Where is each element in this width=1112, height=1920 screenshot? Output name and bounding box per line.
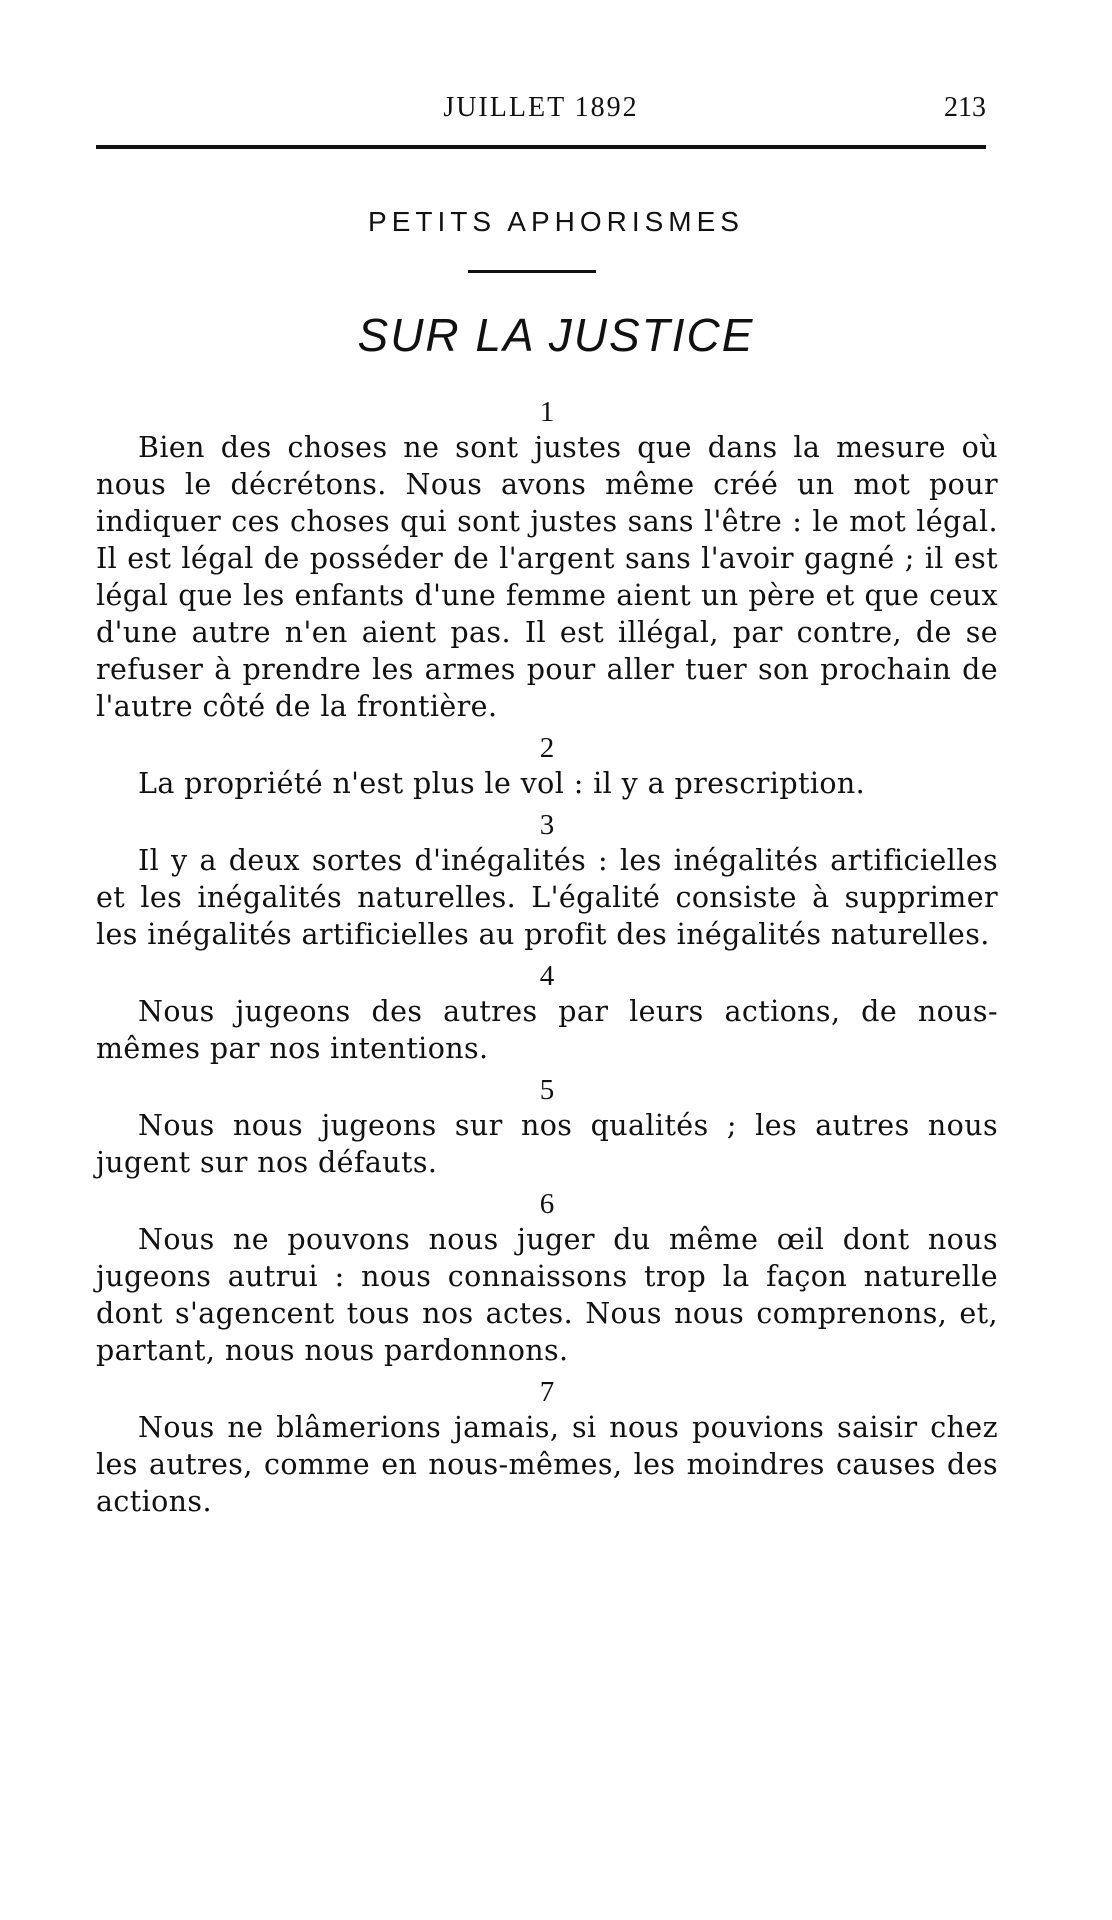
aphorism-1 — [96, 395, 998, 725]
section-title: PETITS APHORISMES — [368, 206, 744, 237]
aphorism-number: 7 — [539, 1376, 555, 1408]
running-title: JUILLET 1892 — [443, 92, 639, 123]
aphorism-4 — [96, 959, 998, 1067]
aphorism-number: 5 — [539, 1074, 555, 1106]
aphorism-text: La propriété n'est plus le vol : il y a prescription. — [138, 767, 866, 800]
aphorism-2 — [96, 731, 998, 802]
header-rule — [96, 145, 986, 149]
aphorism-list — [96, 395, 998, 1526]
aphorism-number: 4 — [539, 960, 555, 992]
page-number: 213 — [944, 92, 986, 123]
aphorism-7 — [96, 1375, 998, 1520]
aphorism-number: 2 — [539, 732, 555, 764]
aphorism-6 — [96, 1187, 998, 1369]
aphorism-text: Bien des choses ne sont justes que dans la mesure où nous le décrétons. Nous avons même créé un mot pour indiquer ces choses qui sont justes sans l'être : le mot légal. Il est légal de posséder de l'argent sans l'avoir gagné ; il est légal que les enfants d'une femme aient un père et que ceux d'une autre n'en aient pas. Il est illégal, par contre, de se refuser à prendre les armes pour aller tuer son prochain de l'autre côté de la frontière. — [96, 431, 998, 723]
main-title: SUR LA JUSTICE — [357, 309, 755, 361]
aphorism-text: Nous ne blâmerions jamais, si nous pouvions saisir chez les autres, comme en nous-mêmes, les moindres causes des actions. — [96, 1411, 998, 1518]
aphorism-5 — [96, 1073, 998, 1181]
aphorism-text: Nous jugeons des autres par leurs actions, de nous-mêmes par nos intentions. — [96, 995, 998, 1065]
aphorism-number: 1 — [539, 396, 555, 428]
title-divider — [468, 270, 596, 273]
aphorism-text: Nous ne pouvons nous juger du même œil dont nous jugeons autrui : nous connaissons trop la façon naturelle dont s'agencent tous nos actes. Nous nous comprenons, et, partant, nous nous pardonnons. — [96, 1223, 998, 1367]
aphorism-3 — [96, 808, 998, 953]
aphorism-text: Nous nous jugeons sur nos qualités ; les autres nous jugent sur nos défauts. — [96, 1109, 998, 1179]
aphorism-number: 6 — [539, 1188, 555, 1220]
aphorism-number: 3 — [539, 809, 555, 841]
running-head — [96, 92, 986, 132]
aphorism-text: Il y a deux sortes d'inégalités : les inégalités artificielles et les inégalités naturelles. L'égalité consiste à supprimer les inégalités artificielles au profit des inégalités naturelles. — [96, 844, 998, 951]
